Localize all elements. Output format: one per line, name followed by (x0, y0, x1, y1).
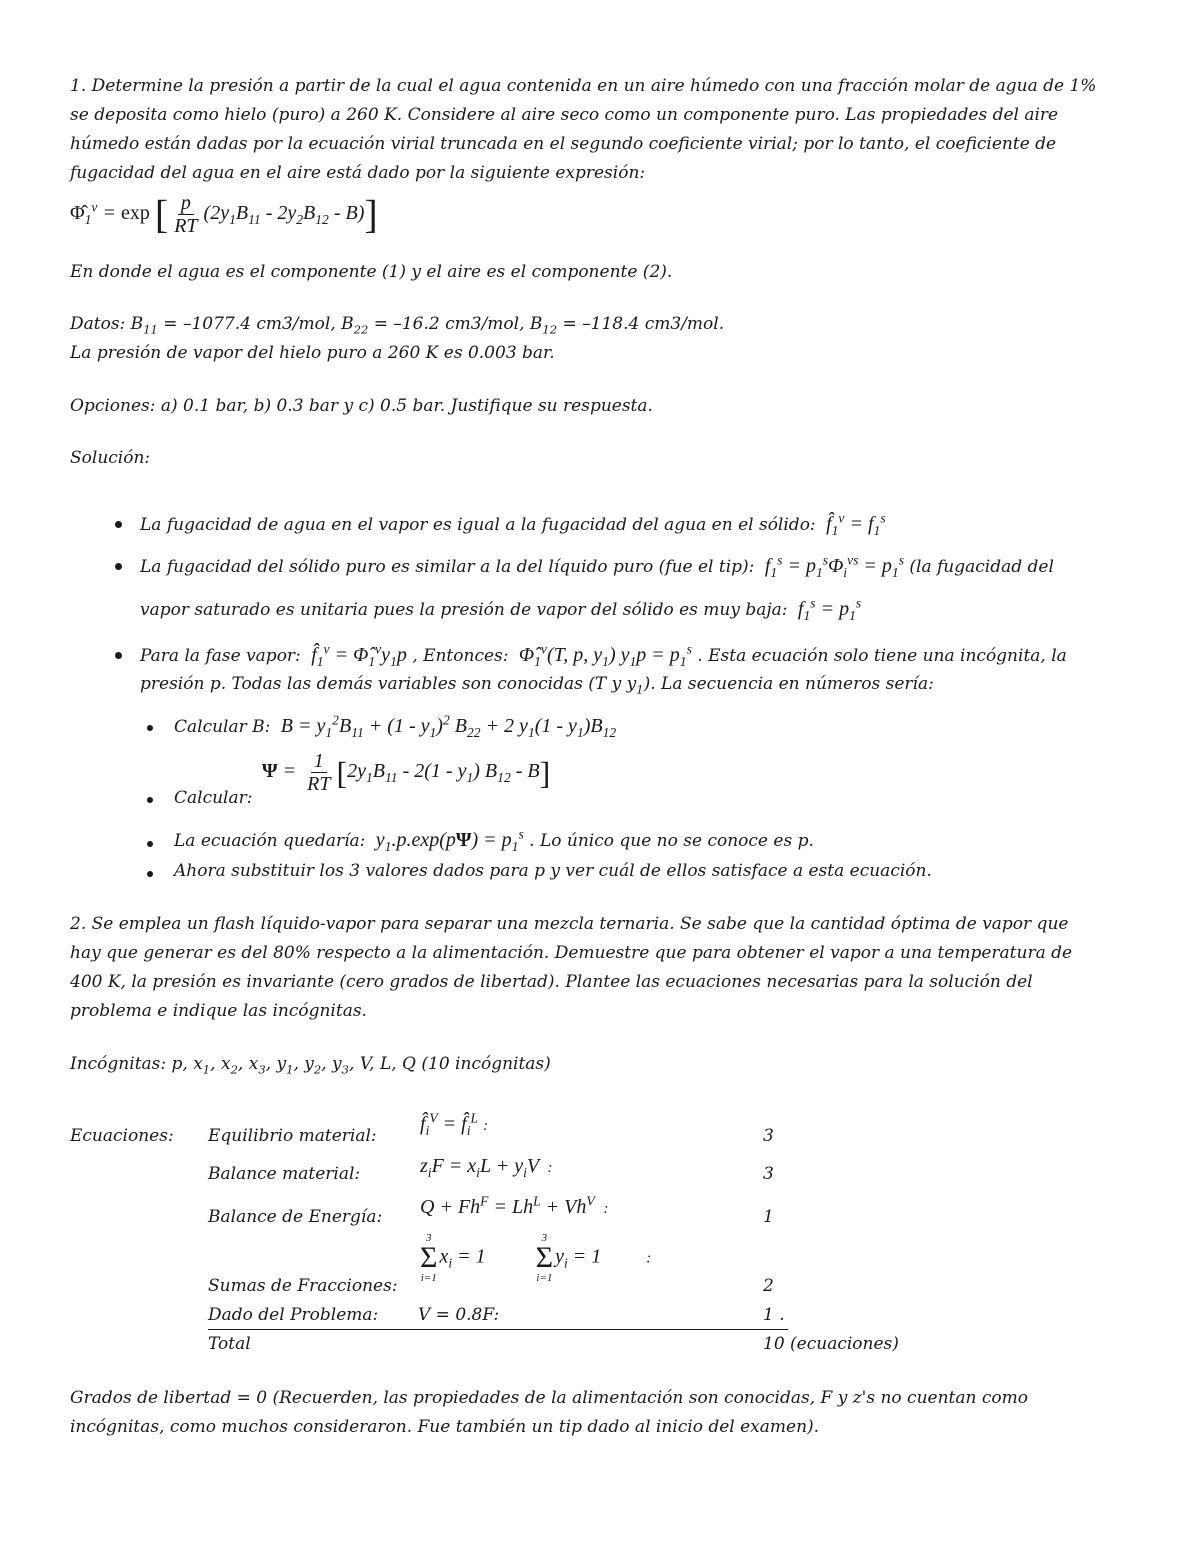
bullet-dot (115, 563, 122, 570)
row-label: Balance de Energía: (208, 1207, 383, 1227)
row-label: Balance material: (208, 1164, 361, 1184)
bullet-text: . Esta ecuación solo tiene una incógnita, la (697, 646, 1067, 666)
bullet-1 (140, 510, 886, 540)
row-count: 3 (763, 1164, 774, 1184)
options-line: Opciones: a) 0.1 bar, b) 0.3 bar y c) 0.5 bar. Justifique su respuesta. (70, 396, 653, 416)
row-label: Total (208, 1334, 251, 1354)
psi-equation: Ψ = $\frac{1}{RT}$ [$2y_1B_{11} - 2(1 - y_1)$ $B_{12} - B$] (262, 750, 551, 795)
energy-balance-equation: $Q + Fh^F = Lh^L + Vh^V$ : (420, 1193, 609, 1218)
row-count: 10 (ecuaciones) (763, 1334, 899, 1354)
equilibrium-material-equation: $f̂_i^V$ = $f̂_i^L$ : (420, 1110, 489, 1138)
components-note: En donde el agua es el componente (1) y el aire es el componente (2). (70, 262, 673, 282)
bullet-text: . Lo único que no se conoce es p. (529, 831, 814, 851)
text-line: incógnitas, como muchos consideraron. Fue también un tip dado al inicio del examen). (70, 1417, 820, 1437)
sub-bullet-substitute: Ahora substituir los 3 valores dados para p y ver cuál de ellos satisface a esta ecuación. (174, 861, 932, 881)
sub-bullet-dot (147, 797, 153, 803)
bullet-text: , Entonces: (412, 646, 509, 666)
problem-1-statement (70, 72, 1134, 188)
sub-bullet-dot (147, 841, 153, 847)
vapor-pressure-line: La presión de vapor del hielo puro a 260 K es 0.003 bar. (70, 343, 555, 363)
text-line: se deposita como hielo (puro) a 260 K. Considere al aire seco como un componente puro. Las propiedades del aire (70, 105, 1059, 125)
sub-bullet-calculate-psi: Calcular: (174, 788, 253, 808)
row-count: 2 (763, 1276, 774, 1296)
data-line: Datos: $B_{11} = -1077.4$ cm3/mol, $B_{22} = -16.2$ cm3/mol, $B_{12} = -118.4$ cm3/mol. (70, 314, 725, 337)
row-count: 1 (763, 1207, 774, 1227)
combined-equation: $\Phî_1^v(T$, p, $y_1$) $y_1p = p_1^s$ (513, 641, 692, 669)
row-count: 1 . (763, 1305, 785, 1325)
sub-bullet-dot (147, 725, 153, 731)
row-count: 3 (763, 1126, 774, 1146)
bullet-text: Calcular B: (174, 717, 271, 737)
bullet-2 (140, 552, 1054, 582)
text-line: Grados de libertad = 0 (Recuerden, las propiedades de la alimentación son conocidas, F y z's no cuentan como (70, 1388, 1028, 1408)
bullet-text: La ecuación quedaría: (174, 831, 366, 851)
saturated-vapor-equation: $f_1^s = p_1^s$ (792, 595, 862, 623)
problem-2-statement (70, 910, 1134, 1026)
fraction-sums-equation: 3 Σ i=1 $x_i = 1$ 3 Σ i=1 $y_i = 1$ : (420, 1232, 652, 1284)
text-line: 2. Se emplea un flash líquido-vapor para separar una mezcla ternaria. Se sabe que la cantidad óptima de vapor que (70, 914, 1069, 934)
bullet-2-continuation (140, 595, 861, 625)
fugacity-coefficient-formula: $\Phî_1^v = \exp$ [ $\frac{p}{RT}$ $(2y_1B_{11} - 2y_2B_{12} - B)$] (70, 191, 378, 237)
bullet-text: vapor saturado es unitaria pues la presión de vapor del sólido es muy baja: (140, 600, 788, 620)
final-equation: $y_1.p.\exp(p\Psi) = p_1^s$ (370, 826, 524, 854)
conclusion (70, 1384, 1134, 1442)
row-label: Sumas de Fracciones: (208, 1276, 398, 1296)
text-line: problema e indique las incógnitas. (70, 1001, 367, 1021)
row-label: Equilibrio material: (208, 1126, 377, 1146)
text-line: 400 K, la presión es invariante (cero grados de libertad). Plantee las ecuaciones necesarias para la solución del (70, 972, 1033, 992)
bullet-dot (115, 521, 122, 528)
equations-label: Ecuaciones: (70, 1126, 174, 1146)
bullet-3-continuation: presión p. Todas las demás variables son conocidas (T y $y_1$). La secuencia en números sería: (140, 674, 934, 697)
text-line: húmedo están dadas por la ecuación virial truncada en el segundo coeficiente virial; por lo tanto, el coeficiente de (70, 134, 1057, 154)
text-line: 1. Determine la presión a partir de la cual el agua contenida en un aire húmedo con una fracción molar de agua de 1% (70, 76, 1097, 96)
sub-bullet-equation (174, 826, 814, 856)
equilibrium-equation: $f̂_1^v = f_1^s$ (821, 510, 886, 538)
bullet-text: La fugacidad del sólido puro es similar a la del líquido puro (fue el tip): (140, 557, 755, 577)
given-equation: V = 0.8F: (418, 1305, 500, 1325)
solution-label: Solución: (70, 448, 151, 468)
unknowns-line: Incógnitas: p, $x_1$, $x_2$, $x_3$, $y_1$, $y_2$, $y_3$, V, L, Q (10 incógnitas) (70, 1054, 551, 1077)
text-line: hay que generar es del 80% respecto a la alimentación. Demuestre que para obtener el vapor a una temperatura de (70, 943, 1073, 963)
b-mixture-equation: $B = y_1^2B_{11} + (1 - y_1)^2$ $B_{22} + 2$ $y_1(1 - y_1)B_{12}$ (275, 712, 617, 740)
row-label: Dado del Problema: (208, 1305, 379, 1325)
bullet-3 (140, 641, 1067, 671)
vapor-phase-equation: $f̂_1^v$ = $\Phî_1^vy_1p$ (306, 641, 407, 669)
sub-bullet-calculate-b (174, 712, 616, 742)
solid-fugacity-equation: $f_1^s = p_1^s\Phi_i^{vs} = p_1^s$ (759, 552, 904, 580)
bullet-text: Para la fase vapor: (140, 646, 301, 666)
bullet-dot (115, 652, 122, 659)
bullet-text: La fugacidad de agua en el vapor es igual a la fugacidad del agua en el sólido: (140, 515, 816, 535)
bullet-text: (la fugacidad del (909, 557, 1054, 577)
material-balance-equation: $z_iF = x_iL + y_iV$ : (420, 1155, 553, 1180)
sub-bullet-dot (147, 871, 153, 877)
text-line: fugacidad del agua en el aire está dado por la siguiente expresión: (70, 163, 646, 183)
